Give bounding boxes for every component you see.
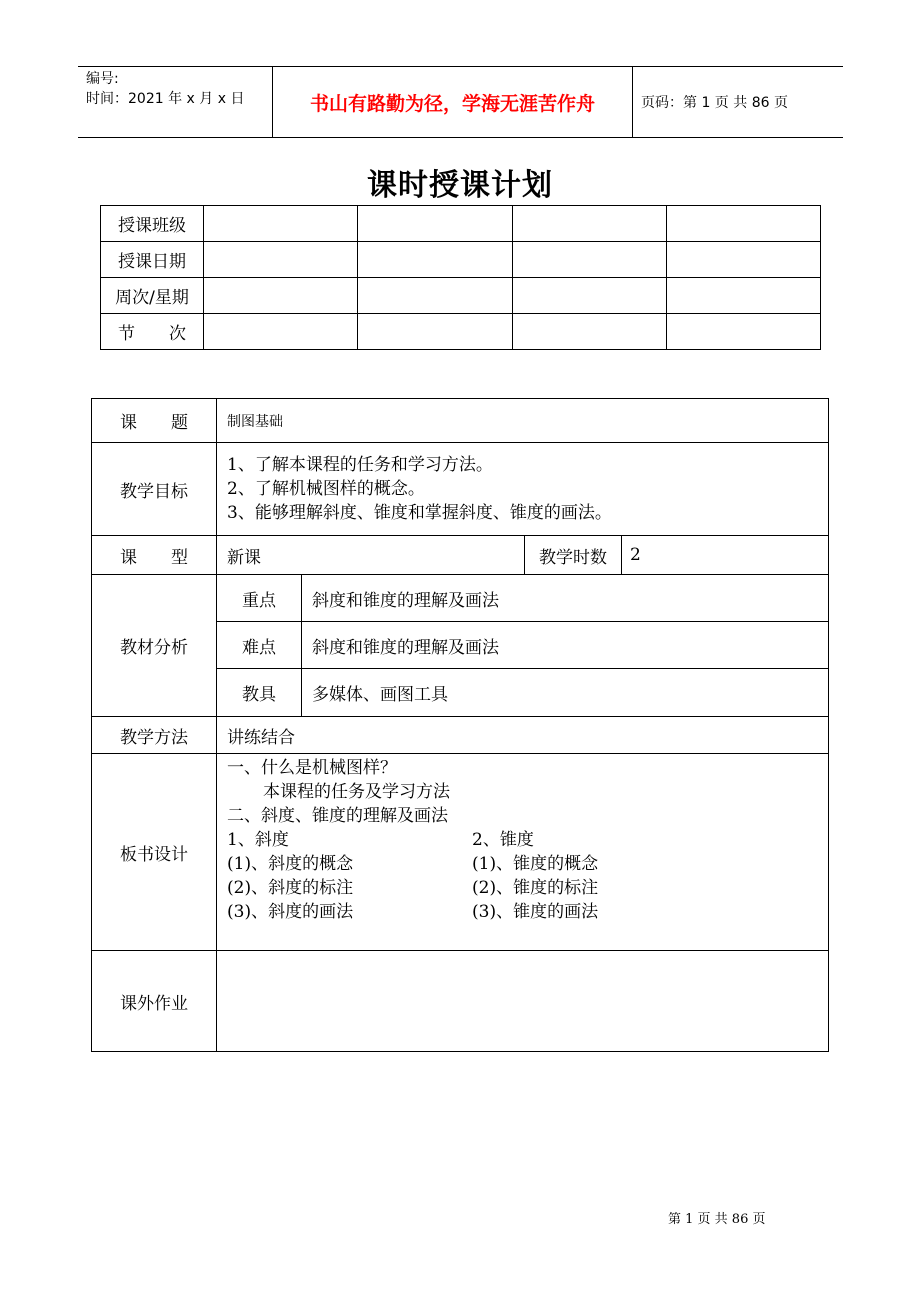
board-line: 本课程的任务及学习方法 bbox=[263, 782, 450, 802]
schedule-cell bbox=[512, 278, 666, 314]
schedule-cell bbox=[512, 314, 666, 350]
homework-label: 课外作业 bbox=[92, 951, 217, 1052]
analysis-value: 多媒体、画图工具 bbox=[302, 669, 829, 717]
method-value: 讲练结合 bbox=[217, 717, 829, 754]
board-right: (1)、锥度的概念 bbox=[472, 854, 599, 874]
hours-value: 2 bbox=[622, 536, 829, 575]
schedule-label: 授课日期 bbox=[101, 242, 204, 278]
board-row bbox=[227, 900, 828, 924]
header-page-info: 页码：第 1 页 共 86 页 bbox=[641, 95, 788, 111]
table-row bbox=[92, 536, 829, 575]
schedule-label: 周次/星期 bbox=[101, 278, 204, 314]
type-label: 课 型 bbox=[92, 536, 217, 575]
analysis-key: 教具 bbox=[217, 669, 302, 717]
board-row bbox=[227, 852, 828, 876]
goals-list bbox=[217, 443, 829, 536]
page-title: 课时授课计划 bbox=[367, 168, 553, 203]
analysis-key: 重点 bbox=[217, 575, 302, 622]
page-footer: 第 1 页 共 86 页 bbox=[668, 1212, 766, 1227]
schedule-cell bbox=[512, 206, 666, 242]
board-design bbox=[217, 754, 829, 951]
schedule-cell bbox=[358, 242, 512, 278]
table-row bbox=[101, 314, 821, 350]
page-header bbox=[78, 66, 843, 138]
schedule-label: 授课班级 bbox=[101, 206, 204, 242]
board-label: 板书设计 bbox=[92, 754, 217, 951]
goals-label: 教学目标 bbox=[92, 443, 217, 536]
schedule-cell bbox=[512, 242, 666, 278]
schedule-table bbox=[100, 205, 821, 350]
schedule-cell bbox=[358, 206, 512, 242]
homework-value bbox=[217, 951, 829, 1052]
board-row bbox=[227, 876, 828, 900]
schedule-cell bbox=[666, 314, 820, 350]
board-line: 一、什么是机械图样？ bbox=[227, 758, 397, 778]
board-line: 二、斜度、锥度的理解及画法 bbox=[227, 806, 448, 826]
goal-item: 3、能够理解斜度、锥度和掌握斜度、锥度的画法。 bbox=[227, 503, 612, 523]
schedule-cell bbox=[358, 314, 512, 350]
type-value: 新课 bbox=[217, 536, 525, 575]
board-left: (2)、斜度的标注 bbox=[227, 878, 354, 898]
table-row bbox=[92, 399, 829, 443]
analysis-label: 教材分析 bbox=[92, 575, 217, 717]
schedule-cell bbox=[666, 242, 820, 278]
table-row bbox=[101, 242, 821, 278]
schedule-cell bbox=[204, 242, 358, 278]
schedule-cell bbox=[666, 278, 820, 314]
board-left: (3)、斜度的画法 bbox=[227, 902, 354, 922]
table-row bbox=[101, 206, 821, 242]
schedule-cell bbox=[666, 206, 820, 242]
schedule-label: 节 次 bbox=[101, 314, 204, 350]
schedule-cell bbox=[204, 206, 358, 242]
board-right: 2、锥度 bbox=[472, 830, 534, 850]
board-right: (3)、锥度的画法 bbox=[472, 902, 599, 922]
topic-label: 课 题 bbox=[92, 399, 217, 443]
board-right: (2)、锥度的标注 bbox=[472, 878, 599, 898]
table-row bbox=[92, 443, 829, 536]
board-row bbox=[227, 828, 828, 852]
table-row bbox=[92, 754, 829, 951]
hours-label: 教学时数 bbox=[525, 536, 622, 575]
goal-item: 1、了解本课程的任务和学习方法。 bbox=[227, 455, 493, 475]
analysis-value: 斜度和锥度的理解及画法 bbox=[302, 622, 829, 669]
board-left: 1、斜度 bbox=[227, 830, 289, 850]
header-motto: 书山有路勤为径，学海无涯苦作舟 bbox=[272, 67, 633, 137]
schedule-cell bbox=[204, 278, 358, 314]
table-row bbox=[92, 717, 829, 754]
goal-item: 2、了解机械图样的概念。 bbox=[227, 479, 425, 499]
topic-value: 制图基础 bbox=[217, 399, 829, 443]
table-row bbox=[92, 951, 829, 1052]
code-label: 编号: bbox=[86, 71, 119, 87]
time-label: 时间：2021 年 x 月 x 日 bbox=[86, 91, 245, 107]
table-row bbox=[101, 278, 821, 314]
table-row bbox=[92, 575, 829, 622]
schedule-cell bbox=[358, 278, 512, 314]
analysis-key: 难点 bbox=[217, 622, 302, 669]
schedule-cell bbox=[204, 314, 358, 350]
analysis-value: 斜度和锥度的理解及画法 bbox=[302, 575, 829, 622]
board-left: (1)、斜度的概念 bbox=[227, 854, 354, 874]
plan-table bbox=[91, 398, 829, 1052]
header-meta bbox=[78, 67, 272, 137]
method-label: 教学方法 bbox=[92, 717, 217, 754]
